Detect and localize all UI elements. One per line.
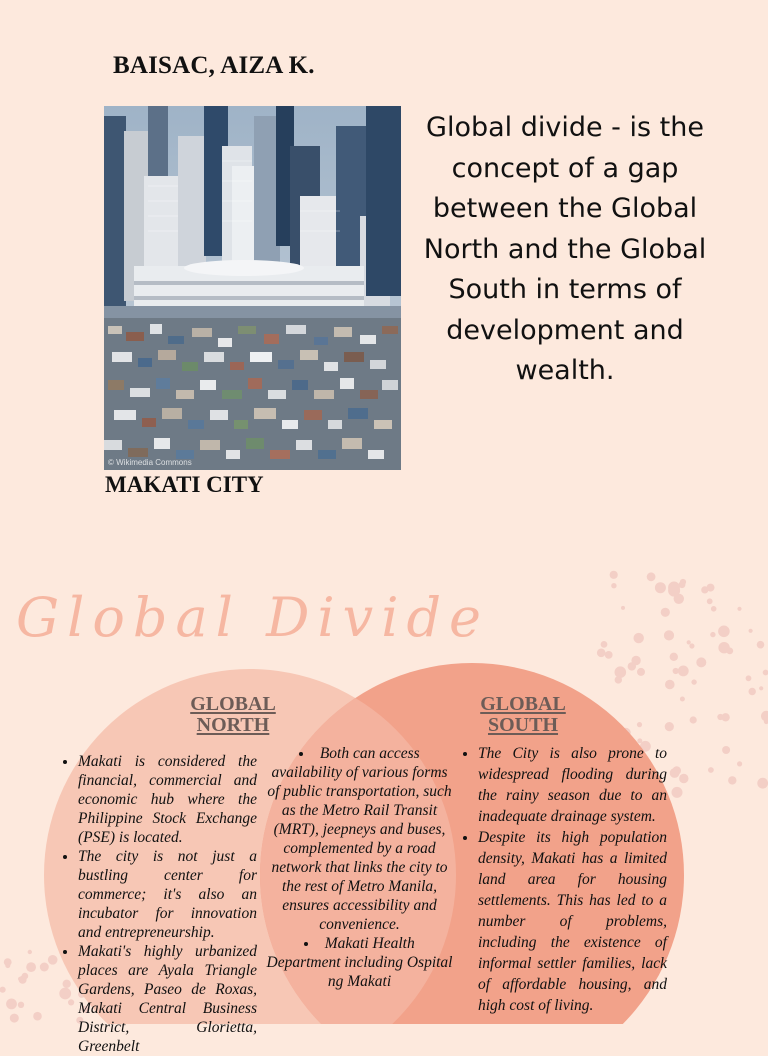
decorative-dot bbox=[621, 606, 625, 610]
city-photo bbox=[104, 106, 401, 470]
list-item: • Makati Health Department including Ospital ng Makati bbox=[266, 934, 453, 991]
north-points bbox=[62, 752, 257, 1056]
author-name: BAISAC, AIZA K. bbox=[113, 52, 315, 79]
decorative-dot bbox=[610, 571, 618, 579]
heading-global-south: GLOBAL SOUTH bbox=[480, 693, 566, 736]
decorative-dot bbox=[710, 632, 715, 637]
section-title: Global Divide bbox=[16, 586, 489, 649]
decorative-dot bbox=[611, 583, 616, 588]
photo-caption: MAKATI CITY bbox=[105, 472, 264, 497]
decorative-dot bbox=[647, 572, 656, 581]
decorative-dot bbox=[701, 586, 708, 593]
decorative-dot bbox=[634, 633, 644, 643]
decorative-dot bbox=[757, 641, 765, 649]
decorative-dot bbox=[687, 640, 691, 644]
decorative-dot bbox=[664, 630, 674, 640]
list-item: • Both can access availability of various forms of public transportation, such as the Metro Rail Transit (MRT), jeepneys and buses, complemented by a road network that links the city to the rest of Metro Manila, ensures accessibility and convenience. bbox=[266, 744, 453, 934]
photo-watermark: © Wikimedia Commons bbox=[108, 458, 192, 467]
list-item: • Makati is considered the financial, commercial and economic hub where the Philippine Stock Exchange (PSE) is located. bbox=[78, 752, 257, 847]
decorative-dot bbox=[718, 642, 729, 653]
shared-points bbox=[266, 744, 453, 991]
decorative-dot bbox=[711, 606, 717, 612]
decorative-dot bbox=[749, 629, 753, 633]
list-item: • The city is not just a bustling center for commerce; it's also an incubator for innovation and entrepreneurship. bbox=[78, 847, 257, 942]
decorative-dot bbox=[674, 594, 684, 604]
heading-global-north: GLOBAL NORTH bbox=[190, 693, 276, 736]
decorative-dot bbox=[661, 608, 670, 617]
decorative-dot bbox=[737, 607, 741, 611]
decorative-dot bbox=[597, 649, 606, 658]
decorative-dot bbox=[601, 641, 608, 648]
list-item: • Despite its high population density, Makati has a limited land area for housing settlements. This has led to a number of problems, including the existence of informal settler families, lack of affordable housing, and high cost of living. bbox=[478, 827, 667, 1016]
decorative-dot bbox=[668, 582, 680, 594]
decorative-dot bbox=[718, 626, 730, 638]
decorative-dot bbox=[655, 582, 666, 593]
decorative-dot bbox=[689, 643, 694, 648]
south-points bbox=[462, 743, 667, 1016]
decorative-dot bbox=[707, 598, 713, 604]
list-item: • Makati's highly urbanized places are Ayala Triangle Gardens, Paseo de Roxas, Makati Central Business District, Glorietta, Greenbelt bbox=[78, 942, 257, 1056]
global-divide-definition: Global divide - is the concept of a gap between the Global North and the Global South in terms of development and wealth. bbox=[423, 112, 707, 386]
list-item: • The City is also prone to widespread flooding during the rainy season due to an inadequate drainage system. bbox=[478, 743, 667, 827]
decorative-dot bbox=[605, 651, 613, 659]
